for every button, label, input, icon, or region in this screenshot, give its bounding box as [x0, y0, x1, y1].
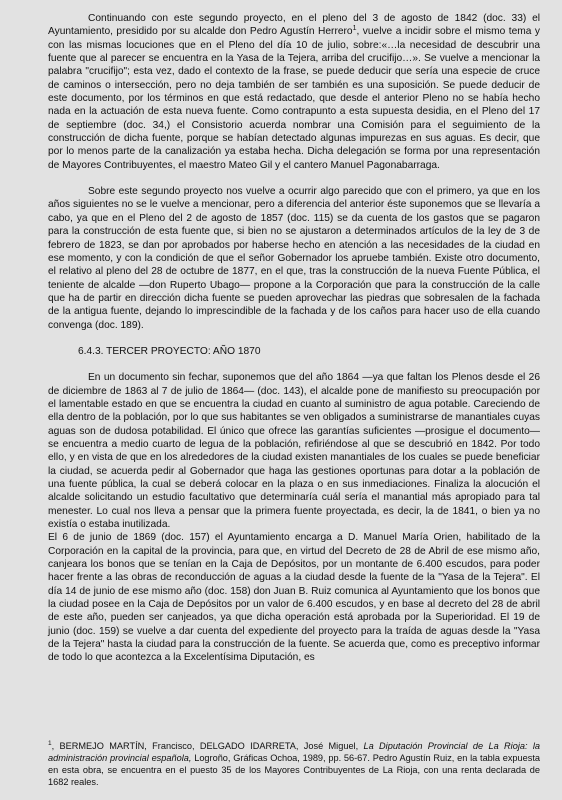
footnote-authors: , BERMEJO MARTÍN, Francisco, DELGADO IDARRETA, José Miguel,	[51, 741, 364, 751]
footnote-mark: 1	[48, 740, 52, 747]
section-heading: 6.4.3. TERCER PROYECTO: AÑO 1870	[78, 345, 261, 357]
paragraph-4: El 6 de junio de 1869 (doc. 157) el Ayuntamiento encarga a D. Manuel María Orien, habilitado de la Corporación en la capital de la provincia, para que, en virtud del Decreto de 28 de Abril de ese mismo año, canjeara los bonos que se tenían en la Caja de Depósitos, por un montante de 6.400 escudos, para poder hacer frente a las obras de reconducción de aguas a la ciudad desde la fuente de la "Yasa de la Tejera". El día 14 de junio de ese mismo año (doc. 158) don Juan B. Ruiz comunica al Ayuntamiento que los bonos que la ciudad posee en la Caja de Depósitos por un valor de 6.400 escudos, y en base al decreto del 28 de abril de este año, pueden ser canjeados, ya que dicha operación está aprobada por la Superioridad. El 19 de junio (doc. 159) se vuelve a dar cuenta del expediente del proyecto para la traída de aguas desde la "Yasa de la Tejera" hasta la ciudad para la construcción de la fuente. Se acuerda que, como es preceptivo informar de todo lo que acontezca a la Excelentísima Diputación, es	[48, 532, 540, 664]
paragraph-1-text-b: , vuelve a incidir sobre el mismo tema y con las mismas locuciones que en el Pleno del día 10 de julio, sobre:«…la necesidad de descubrir una fuente que al parecer se encuentra en la Yasa de la Tejera, arriba del crucifijo…». Se vuelve a mencionar la palabra "crucifijo"; esta vez, dado el contexto de la frase, se puede deducir que sería una especie de cruce de caminos o intersección, pero no deja también de ser también es una suposición. Se puede deducir de este documento, por los términos en que está redactado, que desde el anterior Pleno no se había hecho nada en la actuación de esta nueva fuente. Como contrapunto a esta supuesta desidia, en el Pleno del 17 de septiembre (doc. 34,) el Consistorio acuerda nombrar una Comisión para el seguimiento de la construcción de dicha fuente, porque se habían detectado algunas impurezas en sus aguas. Es decir, que por lo menos parte de la canalización ya estaba hecha. Dicha delegación se forma por una representación de Mayores Contribuyentes, el maestro Mateo Gil y el cantero Manuel Pagonabarraga.	[48, 26, 540, 171]
footnote	[48, 740, 540, 788]
paragraph-1	[48, 12, 540, 172]
footnote-title: La Diputación Provincial de La Rioja: la administración provincial española,	[48, 741, 540, 763]
paragraph-1-text-a: Continuando con este segundo proyecto, en el pleno del 3 de agosto de 1842 (doc. 33) el Ayuntamiento, presidido por su alcalde don Pedro Agustín Herrero	[48, 13, 540, 38]
footnote-rest: Logroño, Gráficas Ochoa, 1989, pp. 56-67. Pedro Agustín Ruiz, en la tabla expuesta en esta obra, se encuentra en el puesto 35 de los Mayores Contribuyentes de La Rioja, con una renta declarada de 1682 reales.	[48, 753, 541, 787]
footnote-reference[interactable]: 1	[352, 25, 357, 33]
paragraph-3: En un documento sin fechar, suponemos que del año 1864 —ya que faltan los Plenos desde el 26 de diciembre de 1863 al 7 de julio de 1864— (doc. 143), el alcalde pone de manifiesto su preocupación por el lamentable estado en que se encuentra la ciudad en cuanto al suministro de agua potable. Careciendo de ella dentro de la población, por lo que sus habitantes se ven obligados a suministrarse de manantiales cuyas aguas son de dudosa potabilidad. El único que ofrece las garantías suficientes —prosigue el documento— se encuentra a medio cuarto de legua de la población, refiriéndose al que se descubrió en 1842. Por todo ello, y en vista de que en los alrededores de la ciudad existen manantiales de los cuales se puede beneficiar la ciudad, se acuerda pedir al Gobernador que haga las gestiones oportunas para dotar a la población de una fuente pública, la cual se deberá colocar en la plaza o en sus inmediaciones. Finaliza la alocución el alcalde solicitando un estudio facultativo que determinaría cuál sería el manantial más apropiado para tal menester. Lo cual nos lleva a pensar que la primera fuente proyectada, es decir, la de 1841, o bien ya no existía o estaba inutilizada.	[48, 372, 540, 531]
paragraph-2: Sobre este segundo proyecto nos vuelve a ocurrir algo parecido que con el primero, ya que en los años siguientes no se le vuelve a mencionar, pero a diferencia del anterior éste suponemos que se llevaría a cabo, ya que en el Pleno del 2 de agosto de 1857 (doc. 115) se da cuenta de los gastos que se pagaron para la construcción de esta fuente que, si bien no se ajustaron a determinados artículos de la ley de 3 de febrero de 1823, se dan por aprobados por haberse hecho en atención a las necesidades de la ciudad en ese momento, y con la condición de que el señor Gobernador los apruebe también. Existe otro documento, el relativo al pleno del 28 de octubre de 1877, en el que, tras la construcción de la nueva Fuente Pública, el teniente de alcalde —don Ruperto Ubago— propone a la Corporación que para la construcción de la calle que ha de partir en dirección dicha fuente se pueden aprovechar las piedras que sobresalen de la fachada de la antigua fuente, dejando lo imprescindible de la fachada y de los caños para hacer uso de ella cuando convenga (doc. 189).	[48, 186, 540, 331]
